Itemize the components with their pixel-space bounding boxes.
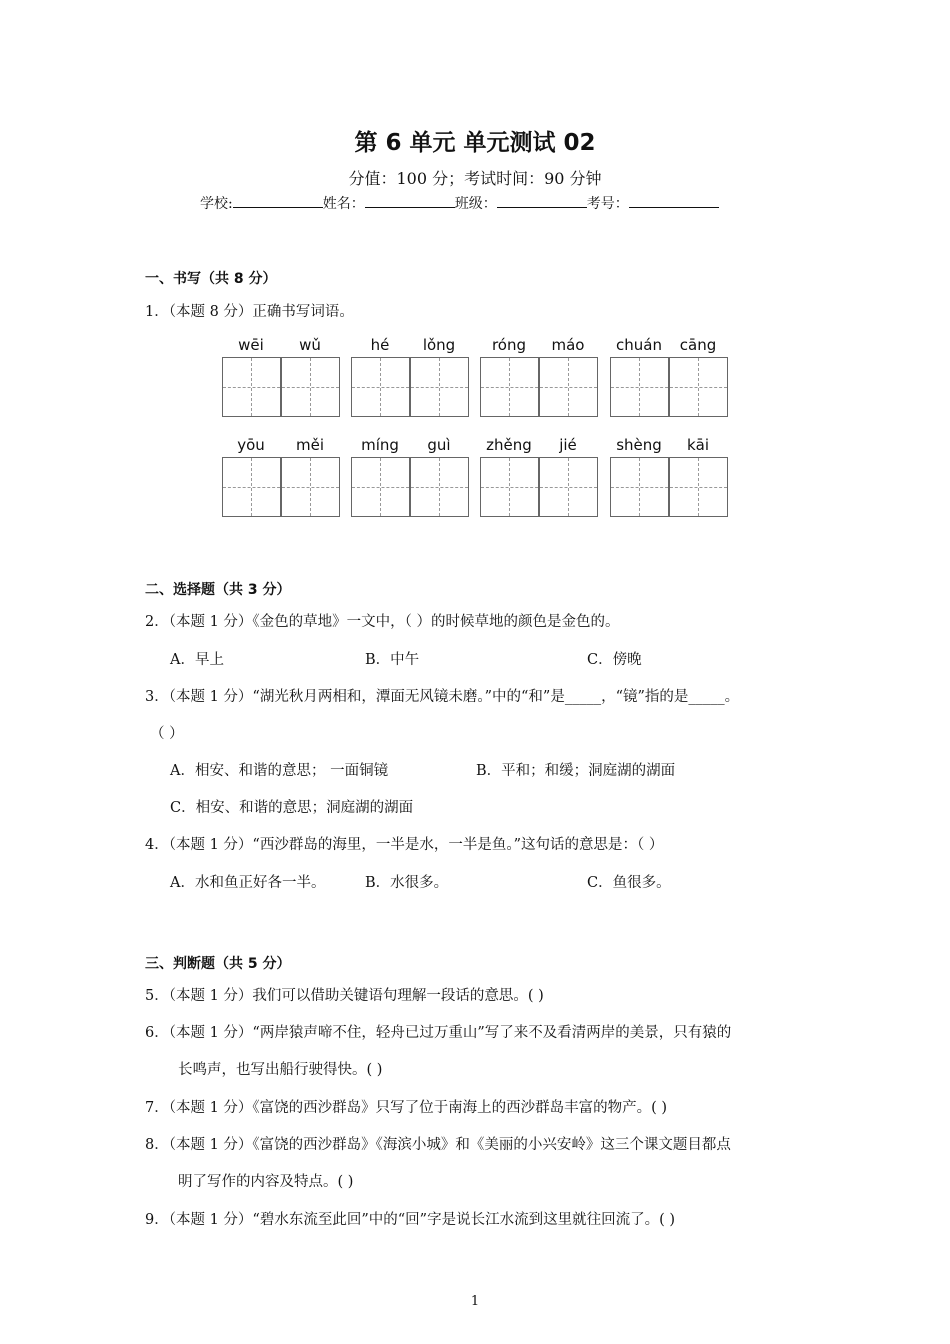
question-6: 6．（本题 1 分）“两岸猿声啼不住，轻舟已过万重山”写了来不及看清两岸的美景，只有猿的 [145,1025,732,1041]
option-b[interactable]: B．中午 [365,652,420,668]
class-blank[interactable] [497,193,587,208]
section-heading: 一、书写（共 8 分） [145,271,277,287]
pinyin-label: róng [491,336,527,354]
writing-grid[interactable] [222,457,340,517]
pinyin-label: kāi [686,436,710,454]
class-label: 班级： [454,196,497,212]
name-label: 姓名： [322,196,365,212]
question-1: 1．（本题 8 分）正确书写词语。 [145,304,354,320]
pinyin-label: jié [559,436,577,454]
pinyin-label: měi [295,436,324,454]
option-b[interactable]: B．平和；和缓；洞庭湖的湖面 [476,763,676,779]
question-9: 9．（本题 1 分）“碧水东流至此回”中的“回”字是说长江水流到这里就往回流了。( ) [145,1212,675,1228]
page-number: 1 [470,1294,480,1309]
writing-grid[interactable] [480,357,598,417]
option-b[interactable]: B．水很多。 [365,875,449,891]
question-6-continued: 长鸣声，也写出船行驶得快。( ) [178,1062,383,1078]
pinyin-label: cāng [679,336,717,354]
pinyin-label: wēi [238,336,264,354]
writing-grid[interactable] [480,457,598,517]
question-8-continued: 明了写作的内容及特点。( ) [178,1174,354,1190]
section-heading: 三、判断题（共 5 分） [145,956,291,972]
answer-paren[interactable]: （ ） [150,726,184,742]
student-info-line [200,193,719,213]
question-7: 7．（本题 1 分）《富饶的西沙群岛》只写了位于南海上的西沙群岛丰富的物产。( ) [145,1100,668,1116]
option-a[interactable]: A．水和鱼正好各一半。 [170,875,326,891]
option-a[interactable]: A．相安、和谐的意思； 一面铜镜 [170,763,389,779]
question-2: 2．（本题 1 分）《金色的草地》一文中，（ ）的时候草地的颜色是金色的。 [145,614,620,630]
writing-grid[interactable] [351,457,469,517]
number-blank[interactable] [629,193,719,208]
writing-grid[interactable] [610,357,728,417]
name-blank[interactable] [365,193,455,208]
writing-grid[interactable] [610,457,728,517]
pinyin-label: yōu [237,436,265,454]
page-title: 第 6 单元 单元测试 02 [354,130,596,156]
number-label: 考号： [586,196,629,212]
question-8: 8．（本题 1 分）《富饶的西沙群岛》《海滨小城》和《美丽的小兴安岭》这三个课文题目都点 [145,1137,731,1153]
option-c[interactable]: C．相安、和谐的意思；洞庭湖的湖面 [170,800,414,816]
question-5: 5．（本题 1 分）我们可以借助关键语句理解一段话的意思。( ) [145,988,544,1004]
pinyin-label: guì [427,436,451,454]
pinyin-label: lǒng [422,336,456,354]
question-3: 3．（本题 1 分）“湖光秋月两相和，潭面无风镜未磨。”中的“和”是_____，“镜”指的是_____。 [145,689,740,705]
section-heading: 二、选择题（共 3 分） [145,582,291,598]
question-4: 4．（本题 1 分）“西沙群岛的海里，一半是水，一半是鱼。”这句话的意思是：（ ） [145,837,664,853]
option-c[interactable]: C．鱼很多。 [587,875,671,891]
option-c[interactable]: C．傍晚 [587,652,642,668]
pinyin-label: hé [370,336,390,354]
writing-grid[interactable] [351,357,469,417]
school-label: 学校: [200,196,233,212]
pinyin-label: máo [551,336,585,354]
writing-grid[interactable] [222,357,340,417]
pinyin-label: míng [361,436,399,454]
option-a[interactable]: A．早上 [170,652,224,668]
score-time-info: 分值：100 分；考试时间：90 分钟 [348,169,602,188]
pinyin-label: zhěng [486,436,532,454]
school-blank[interactable] [233,193,323,208]
pinyin-label: shèng [616,436,662,454]
pinyin-label: wǔ [299,336,321,354]
pinyin-label: chuán [616,336,662,354]
